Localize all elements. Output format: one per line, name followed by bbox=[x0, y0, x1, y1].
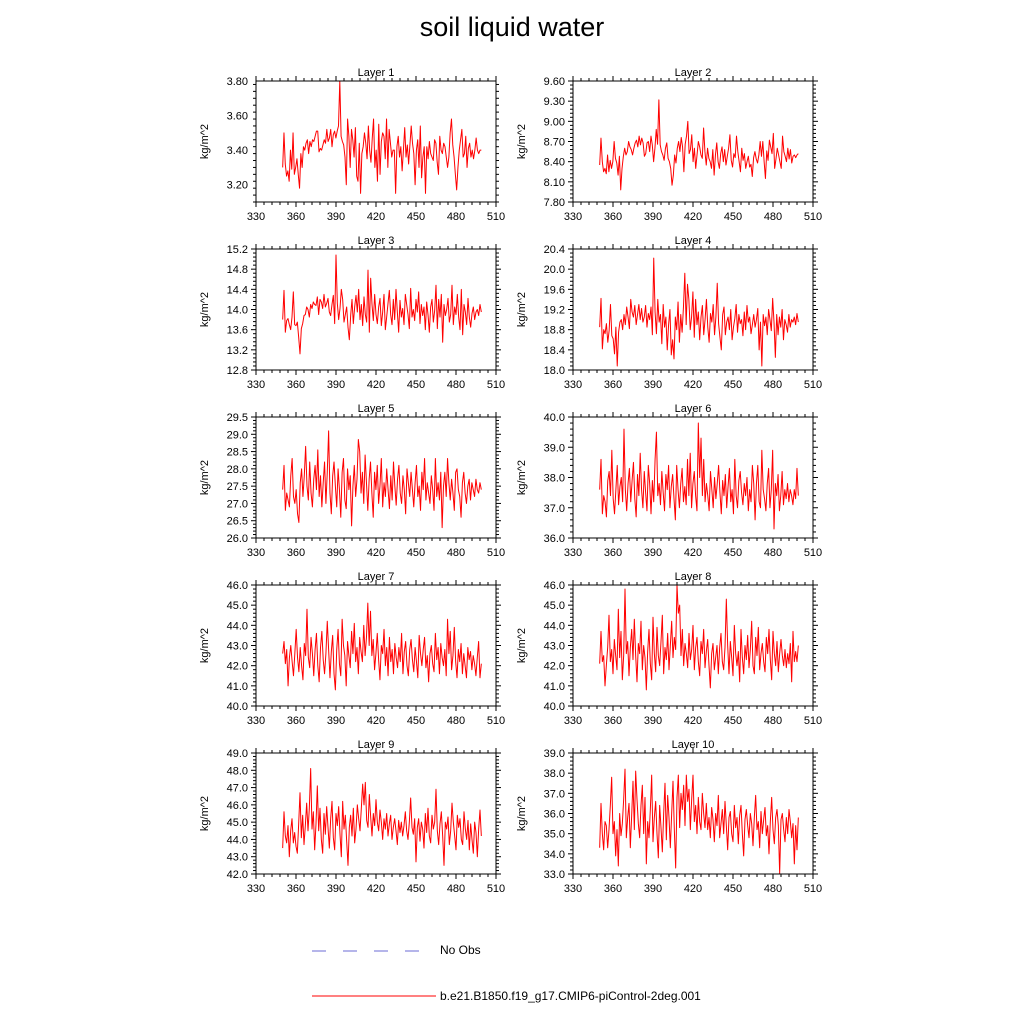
y-tick-label: 46.0 bbox=[543, 580, 565, 592]
plot-frame bbox=[573, 81, 813, 202]
panel-title: Layer 6 bbox=[674, 403, 712, 415]
y-tick-label: 41.0 bbox=[543, 680, 565, 693]
series-line bbox=[283, 255, 482, 354]
x-tick-label: 450 bbox=[406, 883, 426, 895]
y-tick-label: 36.0 bbox=[543, 533, 565, 545]
x-tick-label: 450 bbox=[723, 547, 743, 559]
y-axis-label: kg/m^2 bbox=[199, 291, 211, 328]
x-tick-label: 360 bbox=[603, 547, 623, 559]
chart-title: soil liquid water bbox=[419, 12, 605, 42]
series-line bbox=[600, 769, 799, 874]
x-tick-label: 450 bbox=[406, 715, 426, 727]
y-tick-label: 28.0 bbox=[226, 463, 248, 476]
y-tick-label: 28.5 bbox=[226, 446, 248, 459]
panel-3 bbox=[199, 235, 505, 391]
x-tick-label: 480 bbox=[763, 379, 783, 391]
y-tick-label: 42.0 bbox=[543, 660, 565, 673]
x-tick-label: 390 bbox=[643, 211, 663, 223]
panel-8 bbox=[516, 571, 822, 727]
x-tick-label: 360 bbox=[286, 715, 306, 727]
x-tick-label: 420 bbox=[683, 211, 703, 223]
x-tick-label: 450 bbox=[723, 715, 743, 727]
panel-title: Layer 5 bbox=[357, 403, 395, 415]
legend-label-no-obs: No Obs bbox=[440, 943, 481, 957]
series-line bbox=[283, 431, 482, 528]
x-tick-label: 390 bbox=[326, 211, 346, 223]
y-tick-label: 41.0 bbox=[226, 680, 248, 693]
y-tick-label: 8.10 bbox=[543, 176, 565, 189]
y-tick-label: 39.0 bbox=[543, 442, 565, 455]
y-tick-label: 39.0 bbox=[543, 748, 565, 760]
plot-frame bbox=[256, 417, 496, 538]
y-tick-label: 18.0 bbox=[543, 365, 565, 377]
x-tick-label: 480 bbox=[446, 715, 466, 727]
y-axis-label: kg/m^2 bbox=[199, 795, 211, 832]
y-tick-label: 29.5 bbox=[226, 412, 248, 424]
y-tick-label: 48.0 bbox=[226, 765, 248, 778]
y-tick-label: 13.2 bbox=[226, 344, 248, 357]
x-tick-label: 510 bbox=[486, 211, 506, 223]
y-tick-label: 8.70 bbox=[543, 136, 565, 149]
series-line bbox=[600, 585, 799, 690]
y-axis-label: kg/m^2 bbox=[516, 795, 528, 832]
x-tick-label: 450 bbox=[723, 883, 743, 895]
y-tick-label: 3.80 bbox=[226, 76, 248, 88]
y-tick-label: 14.4 bbox=[226, 284, 248, 297]
y-tick-label: 7.80 bbox=[543, 197, 565, 209]
panel-title: Layer 10 bbox=[671, 739, 715, 751]
x-tick-label: 510 bbox=[486, 715, 506, 727]
y-tick-label: 42.0 bbox=[226, 869, 248, 881]
x-tick-label: 390 bbox=[643, 379, 663, 391]
y-tick-label: 15.2 bbox=[226, 244, 248, 256]
panel-2 bbox=[516, 67, 822, 223]
y-tick-label: 12.8 bbox=[226, 365, 248, 377]
y-tick-label: 36.0 bbox=[543, 808, 565, 821]
x-tick-label: 390 bbox=[643, 883, 663, 895]
panel-5 bbox=[199, 403, 505, 559]
y-tick-label: 27.5 bbox=[226, 481, 248, 494]
x-tick-label: 390 bbox=[643, 547, 663, 559]
x-tick-label: 360 bbox=[603, 715, 623, 727]
x-tick-label: 330 bbox=[246, 211, 266, 223]
series-line bbox=[600, 423, 799, 529]
y-tick-label: 37.0 bbox=[543, 502, 565, 515]
y-tick-label: 9.00 bbox=[543, 116, 565, 129]
y-tick-label: 38.0 bbox=[543, 768, 565, 781]
x-tick-label: 510 bbox=[803, 883, 823, 895]
x-tick-label: 390 bbox=[643, 715, 663, 727]
y-tick-label: 35.0 bbox=[543, 828, 565, 841]
x-tick-label: 330 bbox=[246, 715, 266, 727]
y-tick-label: 40.0 bbox=[543, 412, 565, 424]
y-tick-label: 43.0 bbox=[226, 640, 248, 653]
x-tick-label: 510 bbox=[486, 883, 506, 895]
series-line bbox=[283, 603, 482, 690]
legend-label-model: b.e21.B1850.f19_g17.CMIP6-piControl-2deg.001 bbox=[440, 989, 701, 1003]
panel-6 bbox=[516, 403, 822, 559]
x-tick-label: 390 bbox=[326, 547, 346, 559]
x-tick-label: 360 bbox=[603, 211, 623, 223]
x-tick-label: 510 bbox=[803, 547, 823, 559]
y-tick-label: 27.0 bbox=[226, 498, 248, 511]
x-tick-label: 330 bbox=[563, 715, 583, 727]
panel-10 bbox=[516, 739, 822, 895]
x-tick-label: 480 bbox=[446, 883, 466, 895]
panel-title: Layer 4 bbox=[674, 235, 712, 247]
panel-title: Layer 9 bbox=[357, 739, 395, 751]
y-tick-label: 18.4 bbox=[543, 344, 565, 357]
x-tick-label: 420 bbox=[683, 883, 703, 895]
y-tick-label: 9.30 bbox=[543, 96, 565, 109]
x-tick-label: 510 bbox=[803, 211, 823, 223]
y-tick-label: 20.0 bbox=[543, 264, 565, 277]
y-tick-label: 14.0 bbox=[226, 304, 248, 317]
x-tick-label: 510 bbox=[486, 547, 506, 559]
x-tick-label: 360 bbox=[286, 379, 306, 391]
series-line bbox=[283, 81, 482, 193]
panel-1 bbox=[199, 67, 505, 223]
x-tick-label: 450 bbox=[406, 211, 426, 223]
y-tick-label: 20.4 bbox=[543, 244, 565, 256]
y-axis-label: kg/m^2 bbox=[199, 459, 211, 496]
y-tick-label: 44.0 bbox=[543, 620, 565, 633]
y-tick-label: 43.0 bbox=[543, 640, 565, 653]
x-tick-label: 360 bbox=[286, 547, 306, 559]
x-tick-label: 420 bbox=[366, 715, 386, 727]
x-tick-label: 330 bbox=[246, 379, 266, 391]
x-tick-label: 390 bbox=[326, 715, 346, 727]
y-tick-label: 46.0 bbox=[226, 580, 248, 592]
y-tick-label: 3.60 bbox=[226, 110, 248, 123]
x-tick-label: 420 bbox=[366, 211, 386, 223]
x-tick-label: 330 bbox=[563, 883, 583, 895]
x-tick-label: 360 bbox=[286, 883, 306, 895]
x-tick-label: 480 bbox=[446, 211, 466, 223]
panel-title: Layer 3 bbox=[357, 235, 395, 247]
x-tick-label: 510 bbox=[486, 379, 506, 391]
y-tick-label: 33.0 bbox=[543, 869, 565, 881]
x-tick-label: 390 bbox=[326, 379, 346, 391]
x-tick-label: 390 bbox=[326, 883, 346, 895]
y-tick-label: 44.0 bbox=[226, 620, 248, 633]
x-tick-label: 330 bbox=[563, 211, 583, 223]
x-tick-label: 420 bbox=[683, 379, 703, 391]
y-tick-label: 3.40 bbox=[226, 145, 248, 158]
x-tick-label: 480 bbox=[763, 547, 783, 559]
panel-title: Layer 2 bbox=[674, 67, 712, 79]
x-tick-label: 420 bbox=[683, 547, 703, 559]
series-line bbox=[600, 258, 799, 366]
x-tick-label: 330 bbox=[246, 547, 266, 559]
y-tick-label: 29.0 bbox=[226, 429, 248, 442]
y-tick-label: 37.0 bbox=[543, 788, 565, 801]
y-tick-label: 43.0 bbox=[226, 851, 248, 864]
series-line bbox=[600, 100, 799, 190]
x-tick-label: 420 bbox=[366, 379, 386, 391]
panel-title: Layer 1 bbox=[357, 67, 395, 79]
y-tick-label: 26.5 bbox=[226, 515, 248, 528]
y-axis-label: kg/m^2 bbox=[199, 123, 211, 160]
x-tick-label: 480 bbox=[446, 379, 466, 391]
series-line bbox=[283, 769, 482, 866]
x-tick-label: 420 bbox=[366, 547, 386, 559]
y-tick-label: 40.0 bbox=[226, 701, 248, 713]
y-tick-label: 44.0 bbox=[226, 834, 248, 847]
x-tick-label: 360 bbox=[603, 883, 623, 895]
x-tick-label: 420 bbox=[366, 883, 386, 895]
y-axis-label: kg/m^2 bbox=[516, 291, 528, 328]
y-tick-label: 14.8 bbox=[226, 264, 248, 277]
x-tick-label: 330 bbox=[563, 547, 583, 559]
x-tick-label: 480 bbox=[446, 547, 466, 559]
y-tick-label: 38.0 bbox=[543, 472, 565, 485]
x-tick-label: 330 bbox=[246, 883, 266, 895]
panel-title: Layer 7 bbox=[357, 571, 395, 583]
x-tick-label: 420 bbox=[683, 715, 703, 727]
panel-7 bbox=[199, 571, 505, 727]
y-tick-label: 9.60 bbox=[543, 76, 565, 88]
plot-frame bbox=[256, 753, 496, 874]
panel-9 bbox=[199, 739, 505, 895]
y-tick-label: 19.6 bbox=[543, 284, 565, 297]
x-tick-label: 450 bbox=[723, 211, 743, 223]
panel-4 bbox=[516, 235, 822, 391]
y-tick-label: 3.20 bbox=[226, 179, 248, 192]
y-tick-label: 45.0 bbox=[543, 600, 565, 613]
y-axis-label: kg/m^2 bbox=[516, 459, 528, 496]
y-tick-label: 26.0 bbox=[226, 533, 248, 545]
y-tick-label: 13.6 bbox=[226, 324, 248, 337]
x-tick-label: 360 bbox=[603, 379, 623, 391]
y-tick-label: 49.0 bbox=[226, 748, 248, 760]
x-tick-label: 360 bbox=[286, 211, 306, 223]
x-tick-label: 480 bbox=[763, 883, 783, 895]
y-tick-label: 18.8 bbox=[543, 324, 565, 337]
y-tick-label: 34.0 bbox=[543, 848, 565, 861]
x-tick-label: 480 bbox=[763, 715, 783, 727]
y-tick-label: 42.0 bbox=[226, 660, 248, 673]
x-tick-label: 450 bbox=[406, 379, 426, 391]
x-tick-label: 330 bbox=[563, 379, 583, 391]
y-tick-label: 45.0 bbox=[226, 817, 248, 830]
y-tick-label: 46.0 bbox=[226, 799, 248, 812]
y-tick-label: 40.0 bbox=[543, 701, 565, 713]
x-tick-label: 510 bbox=[803, 715, 823, 727]
y-axis-label: kg/m^2 bbox=[199, 627, 211, 664]
y-tick-label: 45.0 bbox=[226, 600, 248, 613]
x-tick-label: 450 bbox=[723, 379, 743, 391]
x-tick-label: 480 bbox=[763, 211, 783, 223]
y-axis-label: kg/m^2 bbox=[516, 627, 528, 664]
y-axis-label: kg/m^2 bbox=[516, 123, 528, 160]
x-tick-label: 450 bbox=[406, 547, 426, 559]
y-tick-label: 19.2 bbox=[543, 304, 565, 317]
y-tick-label: 47.0 bbox=[226, 782, 248, 795]
y-tick-label: 8.40 bbox=[543, 156, 565, 169]
panel-title: Layer 8 bbox=[674, 571, 712, 583]
x-tick-label: 510 bbox=[803, 379, 823, 391]
